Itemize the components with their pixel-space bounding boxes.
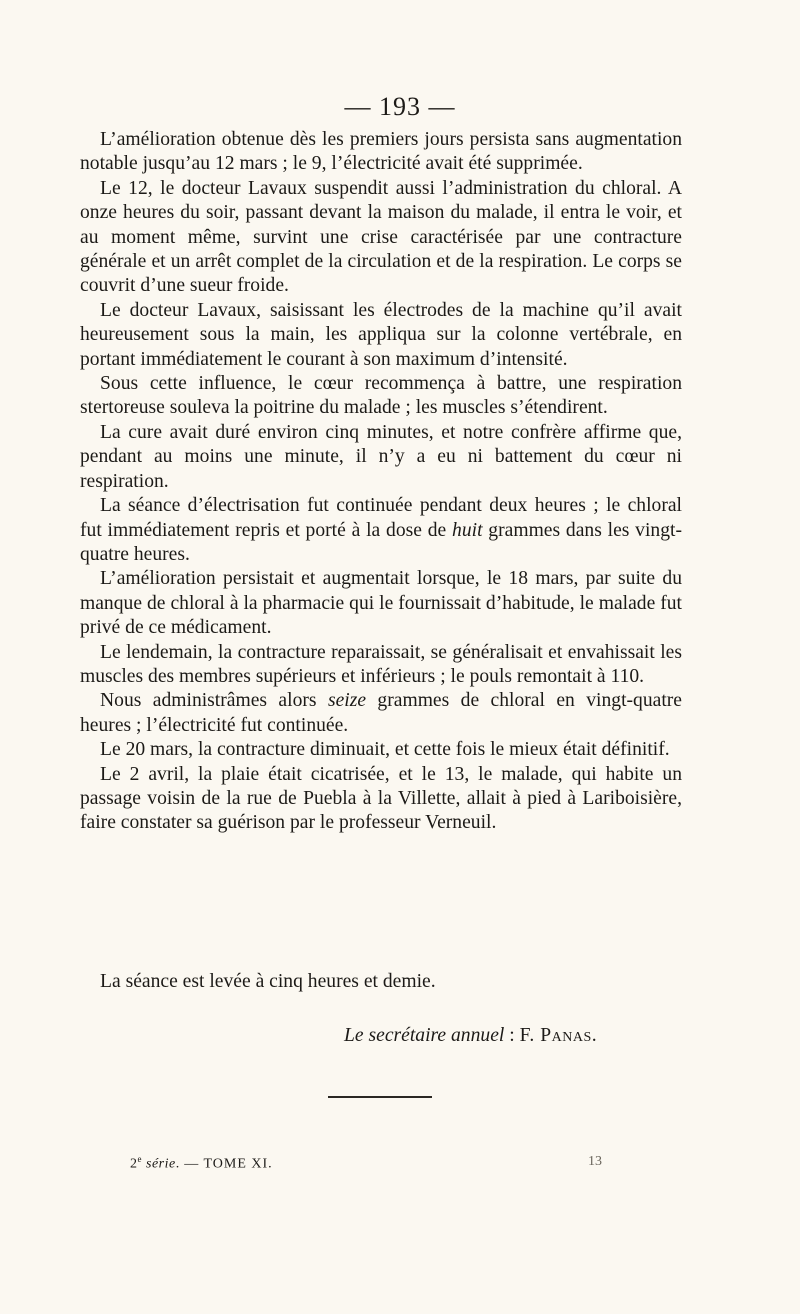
signature-mark: 13 [588, 1154, 602, 1169]
paragraph: L’amélioration obtenue dès les premiers jours persista sans augmentation notable jusqu’au 12 mars ; le 9, l’électricité avait été supprimée. [80, 129, 682, 175]
footer [0, 1154, 800, 1178]
paragraph: Le 2 avril, la plaie était cicatrisée, et le 13, le malade, qui habite un passage voisin de la rue de Puebla à la Villette, allait à pied à Lariboisière, faire constater sa guérison par le professeur Verneuil. [80, 763, 682, 834]
signature-separator: : [504, 1025, 520, 1046]
paragraph: La séance d’électrisation fut continuée pendant deux heures ; le chloral fut immédiatement repris et porté à la dose de huit grammes dans les vingt-quatre heures. [80, 495, 682, 565]
signature [344, 1024, 597, 1048]
tome-label: — TOME XI. [179, 1156, 273, 1172]
paragraph: Le 20 mars, la contracture diminuait, et cette fois le mieux était définitif. [100, 739, 670, 761]
paragraph: Le 12, le docteur Lavaux suspendit aussi l’administration du chloral. A onze heures du soir, passant devant la maison du malade, il entra le voir, et au moment même, survint une crise caractérisée par une contracture générale et un arrêt complet de la circulation et de la respiration. Le corps se couvrit d’une sueur froide. [80, 177, 682, 297]
paragraph: Le docteur Lavaux, saisissant les électrodes de la machine qu’il avait heureusement sous la main, les appliqua sur la colonne vertébrale, en portant immédiatement le courant à son maximum d’intensité. [80, 299, 682, 370]
paragraph: La cure avait duré environ cinq minutes, et notre confrère affirme que, pendant au moins une minute, il n’y a eu ni battement du cœur ni respiration. [80, 421, 682, 492]
page-number: — 193 — [344, 92, 456, 121]
paragraph: L’amélioration persistait et augmentait lorsque, le 18 mars, par suite du manque de chloral à la pharmacie qui le fournissait d’habitude, le malade fut privé de ce médicament. [80, 568, 682, 639]
emphasis: seize [327, 690, 367, 712]
horizontal-rule [328, 1096, 432, 1098]
series-signature: 2e série. — TOME XI. [130, 1154, 273, 1172]
signature-name: F. Panas. [519, 1025, 598, 1046]
paragraph: Le lendemain, la contracture reparaissait, se généralisait et envahissait les muscles des membres supérieurs et inférieurs ; le pouls remontait à 110. [80, 641, 682, 687]
emphasis: huit [452, 519, 483, 541]
closing-line: La séance est levée à cinq heures et demie. [100, 971, 436, 992]
body-text [80, 128, 682, 836]
series-number: 2 [130, 1156, 138, 1172]
paragraph: Sous cette influence, le cœur recommença à battre, une respiration stertoreuse souleva la poitrine du malade ; les muscles s’étendirent. [80, 373, 682, 419]
signature-title: Le secrétaire annuel [344, 1025, 505, 1046]
series-word: série [146, 1156, 176, 1172]
series-sup: e [137, 1154, 142, 1164]
paragraph: Nous administrâmes alors seize grammes de chloral en vingt-quatre heures ; l’électricité fut continuée. [80, 690, 682, 736]
